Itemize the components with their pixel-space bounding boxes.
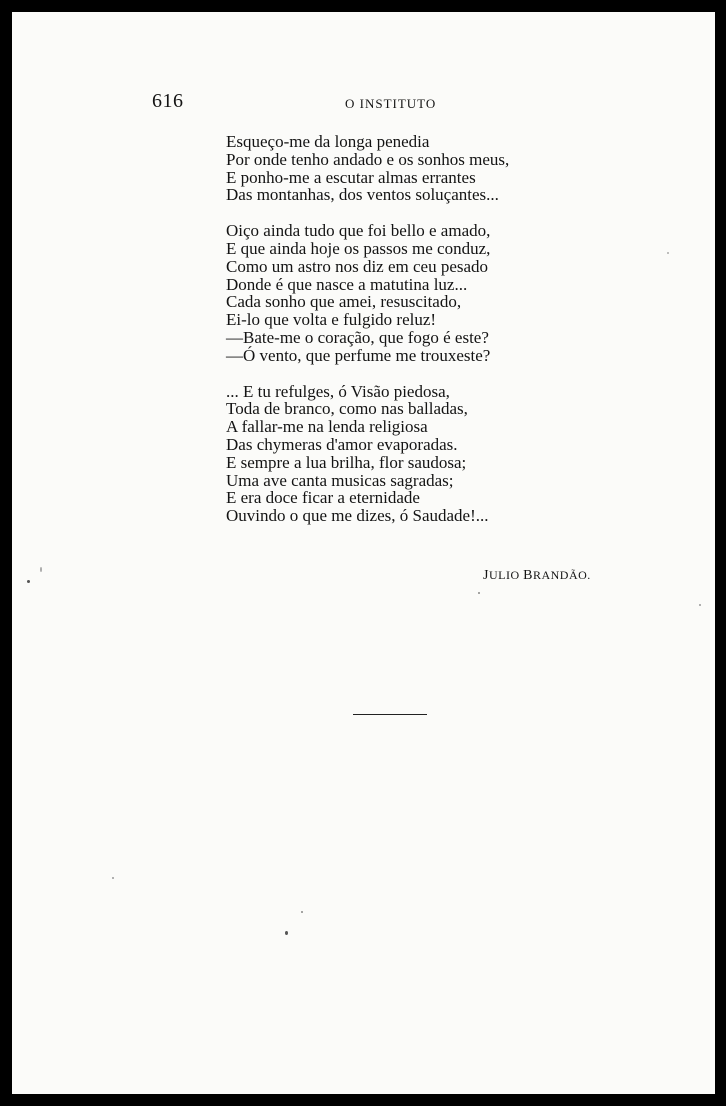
poem-line: E era doce ficar a eternidade [226,488,420,508]
poem-line: Cada sonho que amei, resuscitado, [226,292,462,312]
author-signature [483,568,591,584]
end-rule [353,714,427,715]
poem-line: —Ó vento, que perfume me trouxeste? [226,345,491,365]
poem-line: Oiço ainda tudo que foi bello e amado, [226,221,491,241]
paper-speck [112,877,114,879]
poem-line: ... E tu refulges, ó Visão piedosa, [226,381,450,401]
paper-speck [285,931,288,935]
poem-line: Como um astro nos diz em ceu pesado [226,256,489,276]
running-title: O INSTITUTO [345,96,437,111]
paper-speck [40,567,42,572]
poem-line: Toda de branco, como nas balladas, [226,399,468,419]
poem-line: Por onde tenho andado e os sonhos meus, [226,149,510,169]
poem-line: E que ainda hoje os passos me conduz, [226,238,491,258]
poem [226,133,509,543]
poem-line: E ponho-me a escutar almas errantes [226,167,476,187]
stanza-3 [226,383,509,525]
poem-line: Donde é que nasce a matutina luz... [226,274,468,294]
poem-line: Das chymeras d'amor evaporadas. [226,434,458,454]
poem-line: E sempre a lua brilha, flor saudosa; [226,452,467,472]
poem-line: Uma ave canta musicas sagradas; [226,470,454,490]
paper-speck [301,911,303,913]
stanza-1 [226,133,509,204]
author-last-name: RANDÃO. [532,568,591,582]
poem-line: —Bate-me o coração, que fogo é este? [226,327,489,347]
paper-speck [478,592,480,594]
author-first-name: ULIO [488,568,520,582]
poem-line: A fallar-me na lenda religiosa [226,417,428,437]
poem-line: Esqueço-me da longa penedia [226,132,430,151]
paper-speck [699,604,701,606]
paper-speck [27,580,30,583]
author-initial: J [483,568,489,583]
poem-line: Ouvindo o que me dizes, ó Saudade!... [226,506,489,526]
author-initial: B [523,568,533,583]
paper-speck [667,252,669,254]
page-sheet [12,12,715,1094]
stanza-2 [226,222,509,364]
poem-line: Ei-lo que volta e fulgido reluz! [226,310,437,330]
poem-line: Das montanhas, dos ventos soluçantes... [226,185,499,205]
page-number: 616 [152,90,184,112]
